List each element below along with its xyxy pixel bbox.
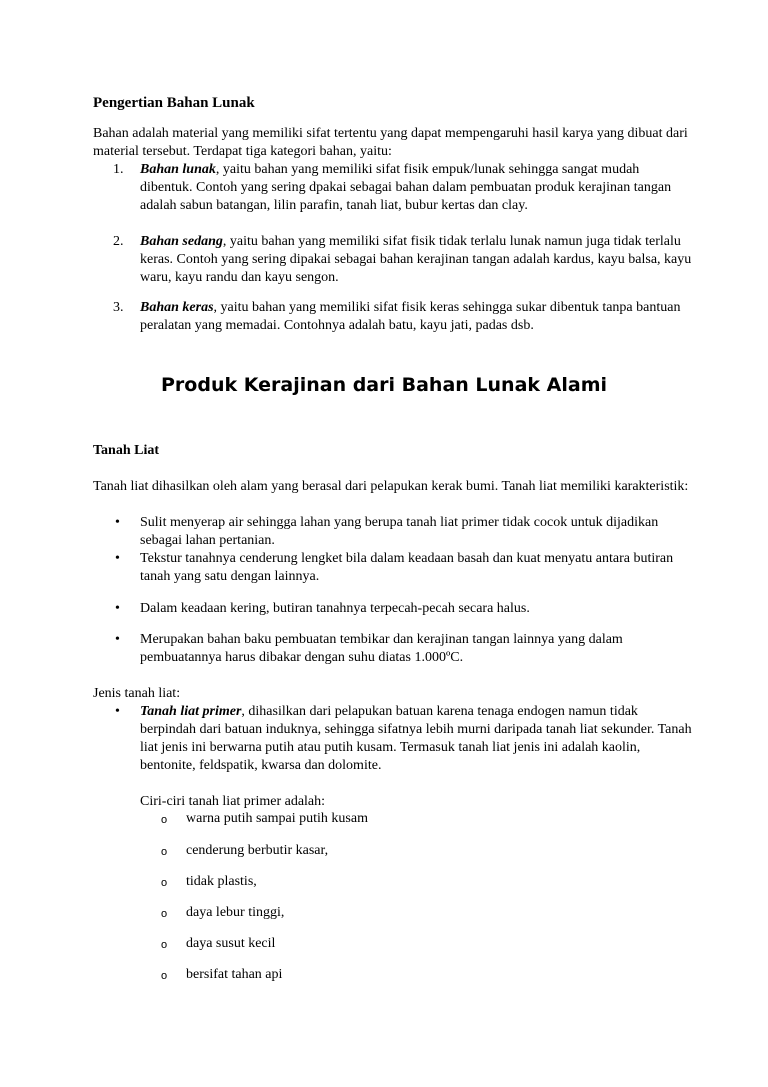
sub-list-text: bersifat tahan api <box>186 967 283 982</box>
term: Bahan lunak <box>140 162 216 177</box>
list-item <box>113 600 693 618</box>
sub-list-text: cenderung berbutir kasar, <box>186 843 329 858</box>
intro-paragraph: Bahan adalah material yang memiliki sifat tertentu yang dapat mempengaruhi hasil karya yang dibuat dari material tersebut. Terdapat tiga kategori bahan, yaitu: <box>93 126 688 159</box>
sub-list-text: daya lebur tinggi, <box>186 905 285 920</box>
list-item <box>113 514 693 550</box>
sub-list-text: tidak plastis, <box>186 874 257 889</box>
sub-list-text: daya susut kecil <box>186 936 276 951</box>
list-number: 3. <box>113 300 124 315</box>
tanah-liat-intro: Tanah liat dihasilkan oleh alam yang berasal dari pelapukan kerak bumi. Tanah liat memiliki karakteristik: <box>93 479 689 494</box>
definition: , yaitu bahan yang memiliki sifat fisik keras sehingga sukar dibentuk tanpa bantuan peralatan yang memadai. Contohnya adalah batu, kayu jati, padas dsb. <box>140 300 681 333</box>
circle-bullet-icon: o <box>161 970 168 982</box>
bullet-icon: • <box>115 551 120 566</box>
sub-list-item <box>161 873 661 891</box>
circle-bullet-icon: o <box>161 939 168 951</box>
term: Bahan sedang <box>140 234 223 249</box>
definition: , yaitu bahan yang memiliki sifat fisik tidak terlalu lunak namun juga tidak terlalu keras. Contoh yang sering dipakai sebagai bahan kerajinan tangan adalah kardus, kayu balsa, kayu waru, kayu randu dan kayu sengon. <box>140 234 692 285</box>
list-number: 1. <box>113 162 124 177</box>
bullet-icon: • <box>115 601 120 616</box>
sub-list-item <box>161 966 661 984</box>
term: Bahan keras <box>140 300 214 315</box>
definition: , dihasilkan dari pelapukan batuan karena tenaga endogen namun tidak berpindah dari batuan induknya, sehingga sifatnya lebih murni daripada tanah liat sekunder. Tanah liat jenis ini berwarna putih atau putih kusam. Termasuk tanah liat jenis ini adalah kaolin, bentonite, feldspatik, kwarsa dan dolomite. <box>140 704 692 773</box>
circle-bullet-icon: o <box>161 908 168 920</box>
sub-list-item <box>161 904 661 922</box>
list-item-bahan-lunak <box>113 161 693 215</box>
circle-bullet-icon: o <box>161 846 168 858</box>
sub-list-item <box>161 810 661 828</box>
circle-bullet-icon: o <box>161 814 168 826</box>
list-item-tanah-liat-primer <box>113 703 693 775</box>
sub-list-item <box>161 842 661 860</box>
jenis-label: Jenis tanah liat: <box>93 686 181 701</box>
heading-pengertian: Pengertian Bahan Lunak <box>93 95 255 111</box>
list-item-text: Merupakan bahan baku pembuatan tembikar dan kerajinan tangan lainnya yang dalam pembuatannya harus dibakar dengan suhu diatas 1.000ºC. <box>140 632 623 665</box>
ciri-label: Ciri-ciri tanah liat primer adalah: <box>140 794 326 809</box>
heading-tanah-liat: Tanah Liat <box>93 443 160 458</box>
definition: , yaitu bahan yang memiliki sifat fisik empuk/lunak sehingga sangat mudah dibentuk. Contoh yang sering dpakai sebagai bahan dalam pembuatan produk kerajinan tangan adalah sabun batangan, lilin parafin, tanah liat, bubur kertas dan clay. <box>140 162 672 213</box>
section-title: Produk Kerajinan dari Bahan Lunak Alami <box>161 374 607 396</box>
sub-list-item <box>161 935 661 953</box>
circle-bullet-icon: o <box>161 877 168 889</box>
list-item-bahan-keras <box>113 299 693 335</box>
list-item-bahan-sedang <box>113 233 693 287</box>
list-item-text: Sulit menyerap air sehingga lahan yang berupa tanah liat primer tidak cocok untuk dijadikan sebagai lahan pertanian. <box>140 515 659 548</box>
list-item <box>113 631 693 667</box>
term: Tanah liat primer <box>140 704 242 719</box>
list-item-text: Tekstur tanahnya cenderung lengket bila dalam keadaan basah dan kuat menyatu antara butiran tanah yang satu dengan lainnya. <box>140 551 674 584</box>
bullet-icon: • <box>115 515 120 530</box>
bullet-icon: • <box>115 704 120 719</box>
list-item <box>113 550 693 586</box>
sub-list-text: warna putih sampai putih kusam <box>186 811 368 826</box>
bullet-icon: • <box>115 632 120 647</box>
list-number: 2. <box>113 234 124 249</box>
list-item-text: Dalam keadaan kering, butiran tanahnya terpecah-pecah secara halus. <box>140 601 530 616</box>
